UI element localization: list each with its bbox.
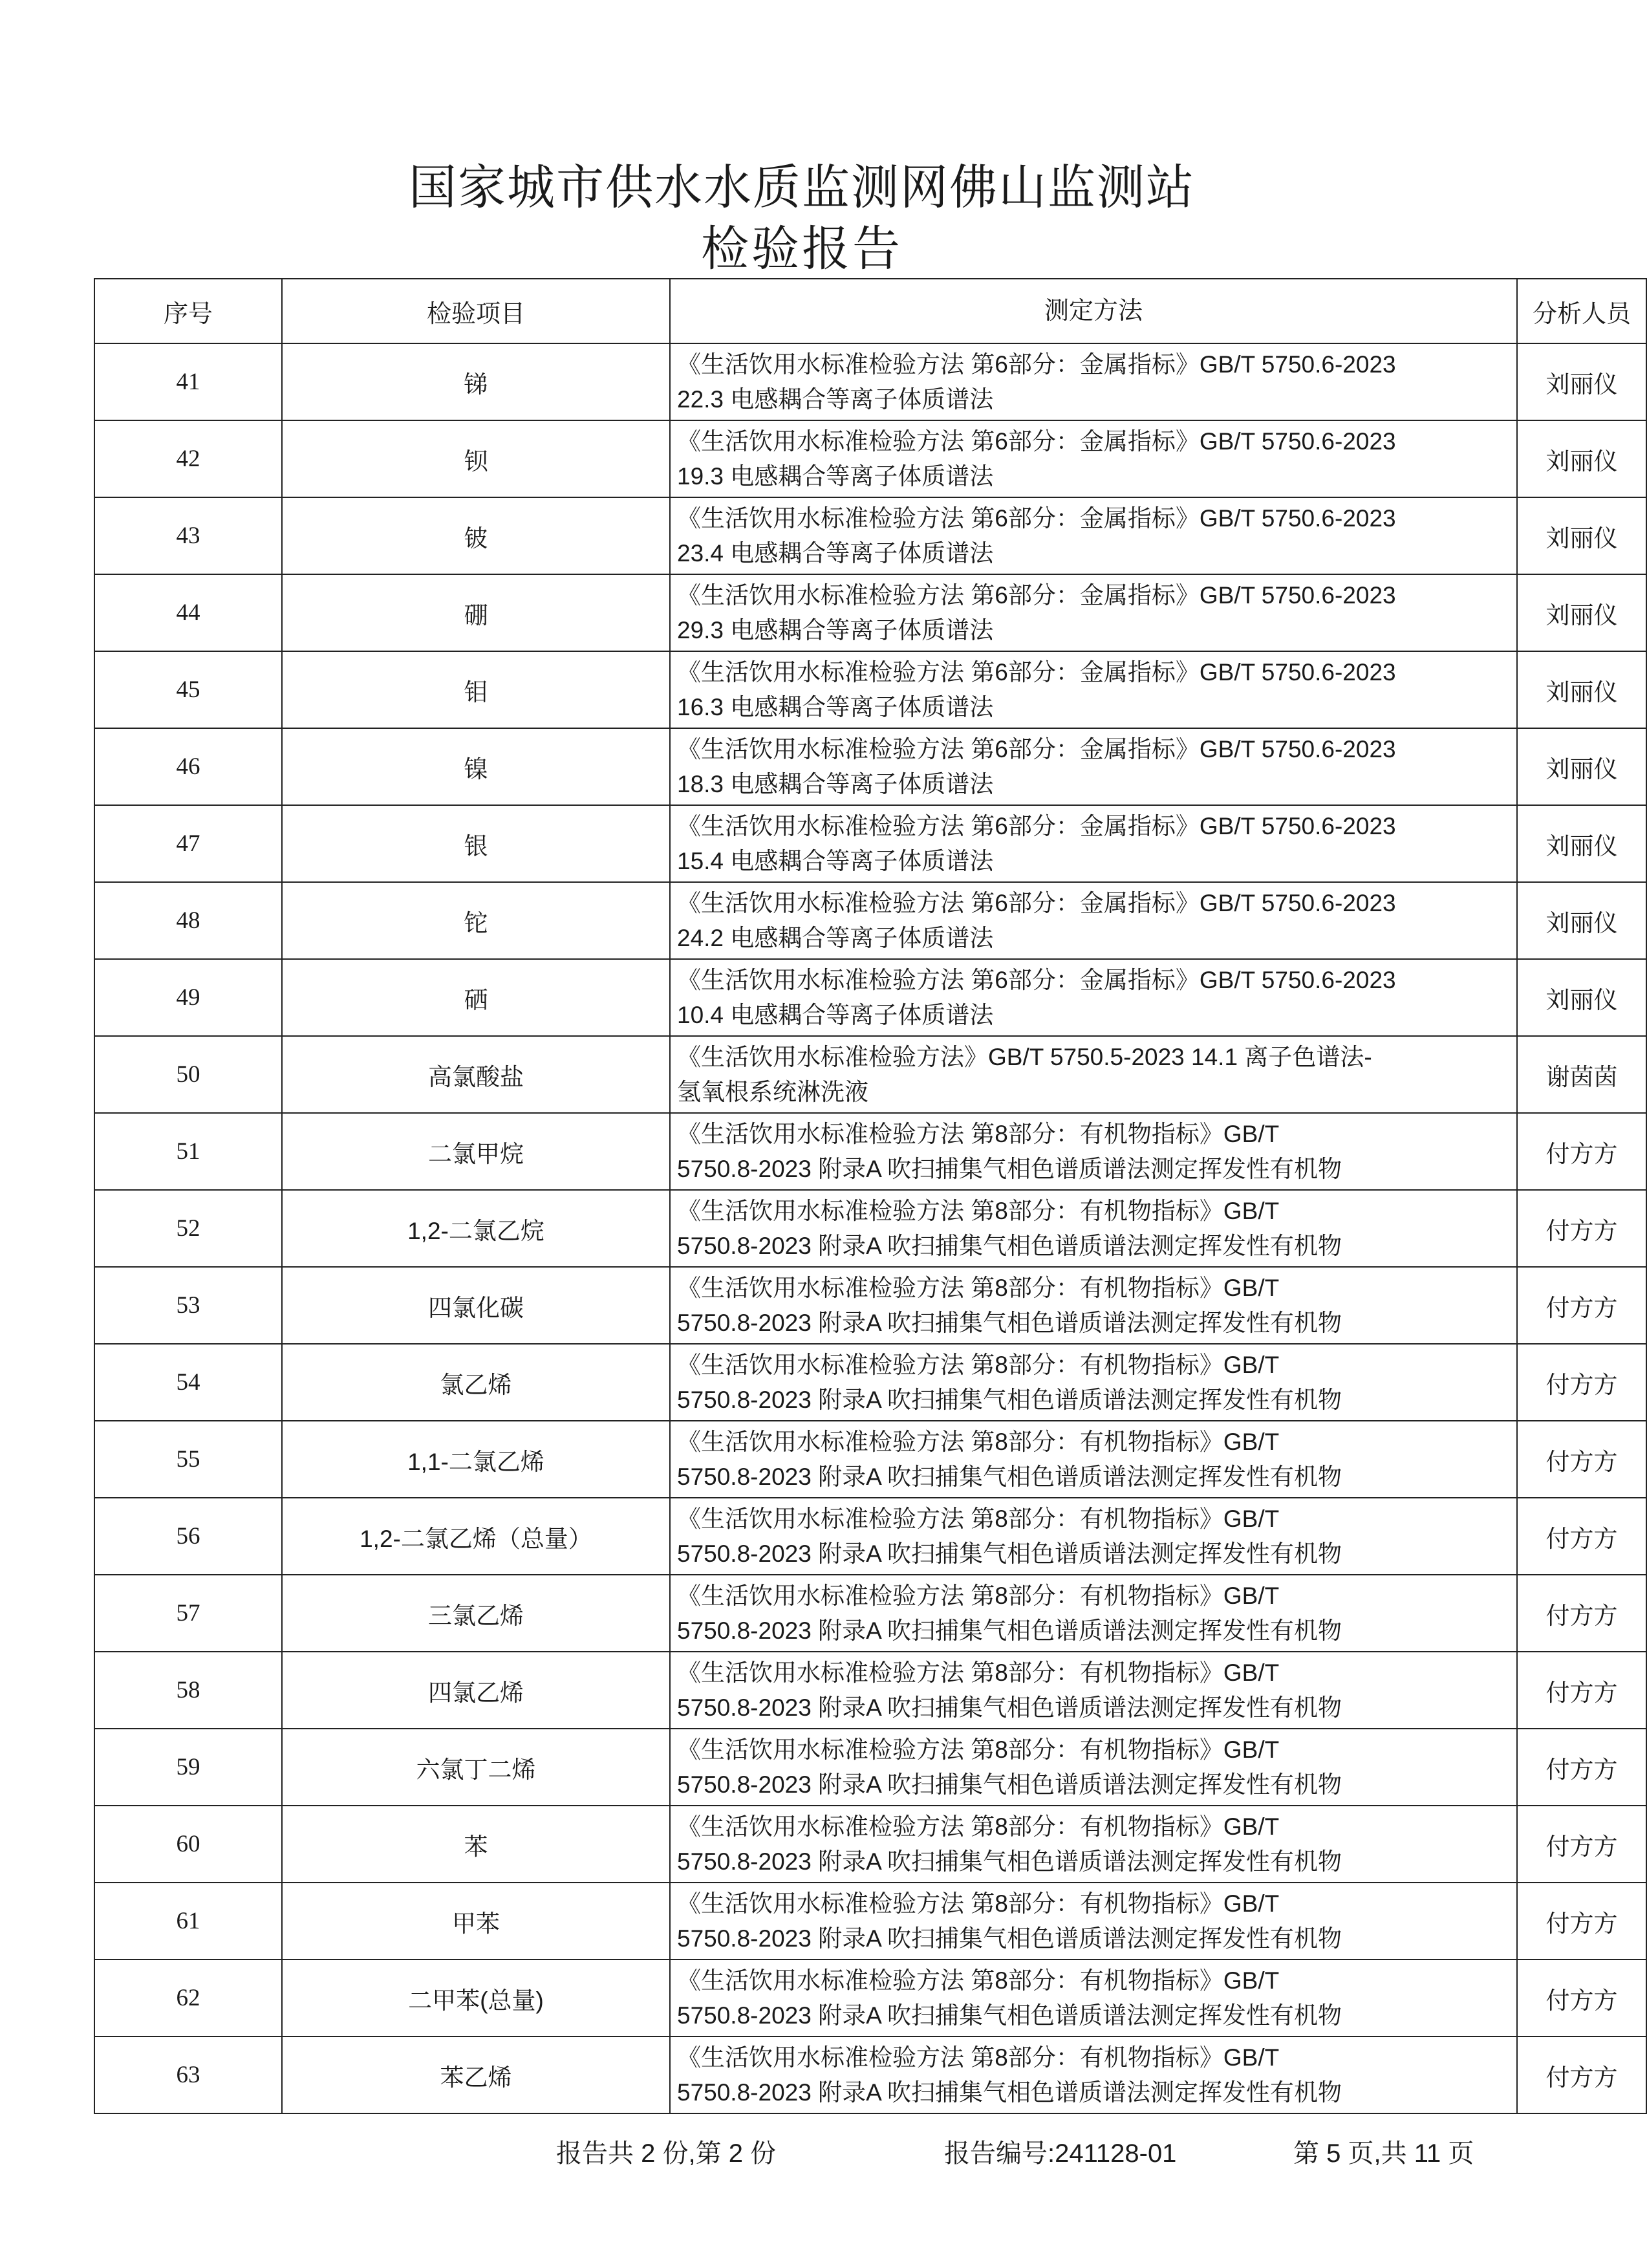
analyst-cell: 付方方 <box>1517 1729 1646 1806</box>
method-line-2: 24.2 电感耦合等离子体质谱法 <box>677 924 994 951</box>
table-row <box>94 420 1646 497</box>
test-item-cell: 六氯丁二烯 <box>282 1729 670 1806</box>
method-cell <box>670 959 1517 1036</box>
method-line-2: 5750.8-2023 附录A 吹扫捕集气相色谱质谱法测定挥发性有机物 <box>677 2079 1342 2106</box>
method-line-1: 《生活饮用水标准检验方法 第8部分：有机物指标》GB/T <box>677 1120 1280 1147</box>
table-row <box>94 728 1646 805</box>
table-row <box>94 1575 1646 1652</box>
row-number-cell: 54 <box>94 1344 282 1421</box>
method-line-1: 《生活饮用水标准检验方法 第8部分：有机物指标》GB/T <box>677 1967 1280 1994</box>
table-row <box>94 2036 1646 2113</box>
row-number-cell: 60 <box>94 1806 282 1883</box>
analyst-cell: 付方方 <box>1517 1113 1646 1190</box>
row-number-cell: 49 <box>94 959 282 1036</box>
method-line-2: 5750.8-2023 附录A 吹扫捕集气相色谱质谱法测定挥发性有机物 <box>677 1925 1342 1952</box>
method-line-1: 《生活饮用水标准检验方法 第8部分：有机物指标》GB/T <box>677 1274 1280 1301</box>
method-line-2: 氢氧根系统淋洗液 <box>677 1078 868 1105</box>
test-item-cell: 二甲苯(总量) <box>282 1960 670 2036</box>
method-line-2: 5750.8-2023 附录A 吹扫捕集气相色谱质谱法测定挥发性有机物 <box>677 1771 1342 1798</box>
method-cell <box>670 1344 1517 1421</box>
table-body <box>94 343 1646 2113</box>
method-line-1: 《生活饮用水标准检验方法 第8部分：有机物指标》GB/T <box>677 1351 1280 1378</box>
table-row <box>94 343 1646 420</box>
method-line-1: 《生活饮用水标准检验方法 第8部分：有机物指标》GB/T <box>677 1197 1280 1224</box>
method-line-1: 《生活饮用水标准检验方法》GB/T 5750.5-2023 14.1 离子色谱法- <box>677 1043 1372 1070</box>
method-cell <box>670 1806 1517 1883</box>
analyst-cell: 刘丽仪 <box>1517 420 1646 497</box>
test-item-cell: 铊 <box>282 882 670 959</box>
col-header-staff: 分析人员 <box>1517 279 1646 343</box>
method-line-2: 5750.8-2023 附录A 吹扫捕集气相色谱质谱法测定挥发性有机物 <box>677 1386 1342 1413</box>
col-header-method: 测定方法 <box>670 279 1517 343</box>
row-number-cell: 45 <box>94 651 282 728</box>
method-line-1: 《生活饮用水标准检验方法 第8部分：有机物指标》GB/T <box>677 1736 1280 1763</box>
row-number-cell: 56 <box>94 1498 282 1575</box>
method-line-1: 《生活饮用水标准检验方法 第8部分：有机物指标》GB/T <box>677 1813 1280 1840</box>
method-line-1: 《生活饮用水标准检验方法 第8部分：有机物指标》GB/T <box>677 1582 1280 1609</box>
method-line-1: 《生活饮用水标准检验方法 第6部分：金属指标》GB/T 5750.6-2023 <box>677 351 1396 378</box>
method-line-2: 5750.8-2023 附录A 吹扫捕集气相色谱质谱法测定挥发性有机物 <box>677 1540 1342 1567</box>
row-number-cell: 48 <box>94 882 282 959</box>
col-header-item: 检验项目 <box>282 279 670 343</box>
method-line-2: 5750.8-2023 附录A 吹扫捕集气相色谱质谱法测定挥发性有机物 <box>677 1463 1342 1490</box>
header-row <box>94 279 1646 343</box>
method-line-1: 《生活饮用水标准检验方法 第8部分：有机物指标》GB/T <box>677 1659 1280 1686</box>
method-line-2: 5750.8-2023 附录A 吹扫捕集气相色谱质谱法测定挥发性有机物 <box>677 1694 1342 1721</box>
test-item-cell: 苯乙烯 <box>282 2036 670 2113</box>
table-row <box>94 651 1646 728</box>
analyst-cell: 付方方 <box>1517 1190 1646 1267</box>
row-number-cell: 63 <box>94 2036 282 2113</box>
row-number-cell: 42 <box>94 420 282 497</box>
row-number-cell: 62 <box>94 1960 282 2036</box>
analyst-cell: 刘丽仪 <box>1517 728 1646 805</box>
method-line-2: 5750.8-2023 附录A 吹扫捕集气相色谱质谱法测定挥发性有机物 <box>677 1155 1342 1182</box>
method-line-1: 《生活饮用水标准检验方法 第6部分：金属指标》GB/T 5750.6-2023 <box>677 658 1396 686</box>
analyst-cell: 付方方 <box>1517 1498 1646 1575</box>
row-number-cell: 41 <box>94 343 282 420</box>
method-line-1: 《生活饮用水标准检验方法 第6部分：金属指标》GB/T 5750.6-2023 <box>677 504 1396 532</box>
row-number-cell: 46 <box>94 728 282 805</box>
test-item-cell: 1,2-二氯乙烯（总量） <box>282 1498 670 1575</box>
method-line-1: 《生活饮用水标准检验方法 第6部分：金属指标》GB/T 5750.6-2023 <box>677 966 1396 993</box>
method-line-2: 29.3 电感耦合等离子体质谱法 <box>677 616 994 643</box>
table-row <box>94 1344 1646 1421</box>
page-footer <box>0 2134 1604 2173</box>
method-line-2: 5750.8-2023 附录A 吹扫捕集气相色谱质谱法测定挥发性有机物 <box>677 1309 1342 1336</box>
test-item-cell: 苯 <box>282 1806 670 1883</box>
table-row <box>94 805 1646 882</box>
row-number-cell: 51 <box>94 1113 282 1190</box>
test-item-cell: 三氯乙烯 <box>282 1575 670 1652</box>
method-line-2: 5750.8-2023 附录A 吹扫捕集气相色谱质谱法测定挥发性有机物 <box>677 1848 1342 1875</box>
analyst-cell: 付方方 <box>1517 1960 1646 2036</box>
analyst-cell: 刘丽仪 <box>1517 651 1646 728</box>
analyst-cell: 付方方 <box>1517 1344 1646 1421</box>
method-line-2: 5750.8-2023 附录A 吹扫捕集气相色谱质谱法测定挥发性有机物 <box>677 1617 1342 1644</box>
method-line-1: 《生活饮用水标准检验方法 第6部分：金属指标》GB/T 5750.6-2023 <box>677 735 1396 762</box>
org-title: 国家城市供水水质监测网佛山监测站 <box>409 160 1195 214</box>
row-number-cell: 53 <box>94 1267 282 1344</box>
method-cell <box>670 497 1517 574</box>
method-cell <box>670 728 1517 805</box>
method-line-2: 19.3 电感耦合等离子体质谱法 <box>677 462 994 490</box>
row-number-cell: 61 <box>94 1883 282 1960</box>
test-item-cell: 甲苯 <box>282 1883 670 1960</box>
method-cell <box>670 1652 1517 1729</box>
method-cell <box>670 1960 1517 2036</box>
analyst-cell: 付方方 <box>1517 1267 1646 1344</box>
table-row <box>94 574 1646 651</box>
table-row <box>94 1806 1646 1883</box>
test-item-cell: 钡 <box>282 420 670 497</box>
method-cell <box>670 1883 1517 1960</box>
method-line-1: 《生活饮用水标准检验方法 第8部分：有机物指标》GB/T <box>677 1428 1280 1455</box>
analyst-cell: 付方方 <box>1517 1883 1646 1960</box>
table-row <box>94 1421 1646 1498</box>
method-cell <box>670 1498 1517 1575</box>
table-row <box>94 959 1646 1036</box>
test-item-cell: 钼 <box>282 651 670 728</box>
table-row <box>94 1960 1646 2036</box>
analyst-cell: 刘丽仪 <box>1517 497 1646 574</box>
report-header <box>0 155 1604 278</box>
method-cell <box>670 1421 1517 1498</box>
table-row <box>94 1267 1646 1344</box>
method-cell <box>670 882 1517 959</box>
analyst-cell: 刘丽仪 <box>1517 343 1646 420</box>
method-cell <box>670 2036 1517 2113</box>
table-row <box>94 1883 1646 1960</box>
method-line-2: 23.4 电感耦合等离子体质谱法 <box>677 539 994 567</box>
analyst-cell: 付方方 <box>1517 1652 1646 1729</box>
test-item-cell: 锑 <box>282 343 670 420</box>
method-line-2: 15.4 电感耦合等离子体质谱法 <box>677 847 994 874</box>
analyst-cell: 刘丽仪 <box>1517 882 1646 959</box>
method-line-2: 22.3 电感耦合等离子体质谱法 <box>677 385 994 413</box>
test-item-cell: 硒 <box>282 959 670 1036</box>
method-cell <box>670 574 1517 651</box>
method-cell <box>670 1575 1517 1652</box>
test-item-cell: 四氯乙烯 <box>282 1652 670 1729</box>
col-header-no: 序号 <box>94 279 282 343</box>
method-cell <box>670 1267 1517 1344</box>
method-cell <box>670 651 1517 728</box>
test-item-cell: 四氯化碳 <box>282 1267 670 1344</box>
method-line-1: 《生活饮用水标准检验方法 第6部分：金属指标》GB/T 5750.6-2023 <box>677 581 1396 609</box>
analyst-cell: 付方方 <box>1517 1575 1646 1652</box>
method-cell <box>670 1113 1517 1190</box>
method-cell <box>670 420 1517 497</box>
table-row <box>94 1036 1646 1113</box>
test-item-cell: 硼 <box>282 574 670 651</box>
method-line-1: 《生活饮用水标准检验方法 第8部分：有机物指标》GB/T <box>677 1505 1280 1532</box>
table-row <box>94 1652 1646 1729</box>
method-line-1: 《生活饮用水标准检验方法 第8部分：有机物指标》GB/T <box>677 2044 1280 2071</box>
row-number-cell: 47 <box>94 805 282 882</box>
test-item-cell: 铍 <box>282 497 670 574</box>
test-item-cell: 镍 <box>282 728 670 805</box>
analyst-cell: 付方方 <box>1517 1806 1646 1883</box>
method-cell <box>670 1036 1517 1113</box>
copies-info: 报告共 2 份,第 2 份 <box>556 2139 777 2168</box>
test-item-cell: 1,1-二氯乙烯 <box>282 1421 670 1498</box>
table-row <box>94 1113 1646 1190</box>
row-number-cell: 58 <box>94 1652 282 1729</box>
table-row <box>94 882 1646 959</box>
row-number-cell: 57 <box>94 1575 282 1652</box>
test-item-cell: 银 <box>282 805 670 882</box>
row-number-cell: 55 <box>94 1421 282 1498</box>
row-number-cell: 44 <box>94 574 282 651</box>
analyst-cell: 刘丽仪 <box>1517 805 1646 882</box>
row-number-cell: 59 <box>94 1729 282 1806</box>
method-line-1: 《生活饮用水标准检验方法 第6部分：金属指标》GB/T 5750.6-2023 <box>677 889 1396 916</box>
table-row <box>94 497 1646 574</box>
method-line-2: 5750.8-2023 附录A 吹扫捕集气相色谱质谱法测定挥发性有机物 <box>677 2002 1342 2029</box>
table-row <box>94 1190 1646 1267</box>
method-line-2: 10.4 电感耦合等离子体质谱法 <box>677 1001 994 1028</box>
method-cell <box>670 805 1517 882</box>
test-item-cell: 高氯酸盐 <box>282 1036 670 1113</box>
test-item-cell: 1,2-二氯乙烷 <box>282 1190 670 1267</box>
method-line-2: 5750.8-2023 附录A 吹扫捕集气相色谱质谱法测定挥发性有机物 <box>677 1232 1342 1259</box>
test-item-cell: 氯乙烯 <box>282 1344 670 1421</box>
analyst-cell: 付方方 <box>1517 2036 1646 2113</box>
analyst-cell: 刘丽仪 <box>1517 959 1646 1036</box>
analyst-cell: 谢茵茵 <box>1517 1036 1646 1113</box>
analyst-cell: 付方方 <box>1517 1421 1646 1498</box>
inspection-table <box>94 278 1647 2114</box>
row-number-cell: 43 <box>94 497 282 574</box>
method-line-2: 18.3 电感耦合等离子体质谱法 <box>677 770 994 797</box>
row-number-cell: 52 <box>94 1190 282 1267</box>
row-number-cell: 50 <box>94 1036 282 1113</box>
doc-title: 检验报告 <box>701 222 903 275</box>
method-line-1: 《生活饮用水标准检验方法 第6部分：金属指标》GB/T 5750.6-2023 <box>677 812 1396 839</box>
table-row <box>94 1498 1646 1575</box>
method-line-1: 《生活饮用水标准检验方法 第6部分：金属指标》GB/T 5750.6-2023 <box>677 427 1396 455</box>
method-cell <box>670 1190 1517 1267</box>
page-number: 第 5 页,共 11 页 <box>1293 2139 1474 2168</box>
table-row <box>94 1729 1646 1806</box>
method-line-2: 16.3 电感耦合等离子体质谱法 <box>677 693 994 720</box>
method-cell <box>670 1729 1517 1806</box>
method-line-1: 《生活饮用水标准检验方法 第8部分：有机物指标》GB/T <box>677 1890 1280 1917</box>
test-item-cell: 二氯甲烷 <box>282 1113 670 1190</box>
method-cell <box>670 343 1517 420</box>
table-header <box>94 279 1646 343</box>
report-number: 报告编号:241128-01 <box>944 2139 1177 2168</box>
analyst-cell: 刘丽仪 <box>1517 574 1646 651</box>
